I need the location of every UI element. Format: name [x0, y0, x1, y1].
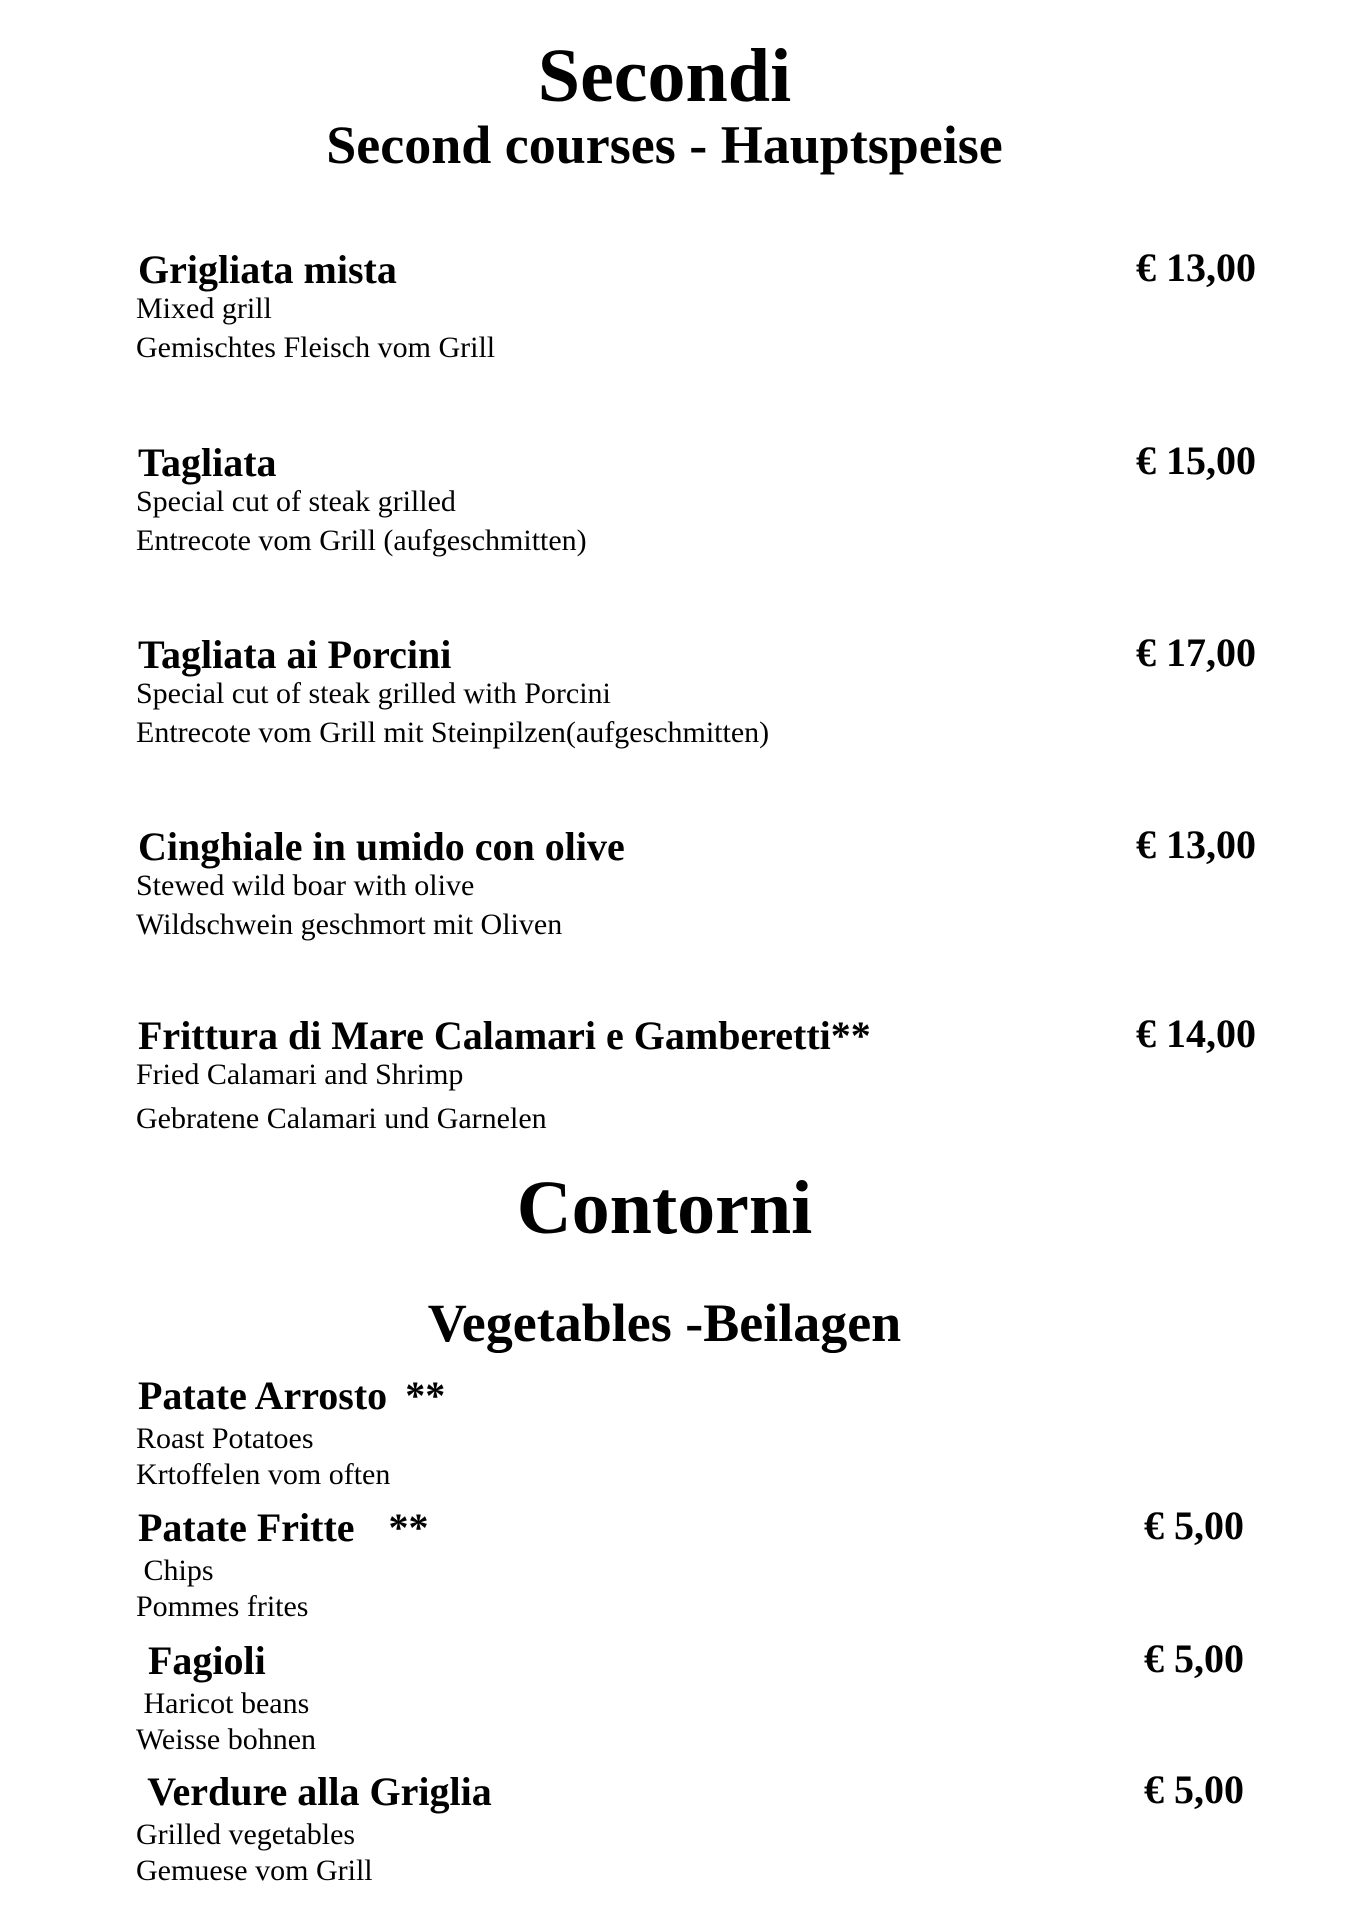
menu-item-desc-en: Roast Potatoes — [136, 1422, 314, 1455]
menu-item-desc-de: Pommes frites — [136, 1590, 309, 1623]
menu-item-desc-de: Gemuese vom Grill — [136, 1854, 373, 1887]
menu-item-desc-de: Entrecote vom Grill (aufgeschmitten) — [136, 524, 587, 557]
menu-item-desc-en: Chips — [136, 1554, 214, 1587]
menu-item-price: € 5,00 — [1144, 1503, 1244, 1548]
menu-item-stars: ** — [388, 1505, 429, 1550]
menu-item-desc-en: Haricot beans — [136, 1687, 310, 1720]
menu-item-name-text: Patate Fritte — [138, 1505, 355, 1550]
menu-item-name: Tagliata — [138, 440, 277, 485]
menu-item-desc-de: Gemischtes Fleisch vom Grill — [136, 331, 496, 364]
menu-item-name: Fagioli — [138, 1638, 266, 1683]
section-subtitle-contorni: Vegetables -Beilagen — [427, 1293, 902, 1353]
menu-item-desc-en: Fried Calamari and Shrimp — [136, 1058, 464, 1091]
section-title-secondi: Secondi — [537, 34, 792, 118]
menu-item-price: € 13,00 — [1136, 822, 1256, 867]
menu-item-desc-en: Special cut of steak grilled with Porcini — [136, 677, 611, 710]
menu-item-price: € 13,00 — [1136, 245, 1256, 290]
menu-item-desc-en: Special cut of steak grilled — [136, 485, 456, 518]
menu-item-desc-de: Wildschwein geschmort mit Oliven — [136, 908, 563, 941]
menu-item-price: € 15,00 — [1136, 438, 1256, 483]
menu-item-name: Frittura di Mare Calamari e Gamberetti** — [138, 1013, 871, 1058]
section-subtitle-secondi: Second courses - Hauptspeise — [326, 115, 1003, 175]
menu-item-name: Cinghiale in umido con olive — [138, 824, 625, 869]
menu-item-name: Grigliata mista — [138, 247, 397, 292]
menu-item-desc-en: Stewed wild boar with olive — [136, 869, 475, 902]
menu-item-desc-en: Mixed grill — [136, 292, 272, 325]
menu-item-desc-de: Gebratene Calamari und Garnelen — [136, 1102, 547, 1135]
menu-item-stars: ** — [405, 1373, 446, 1418]
menu-item-desc-en: Grilled vegetables — [136, 1818, 356, 1851]
menu-item-price: € 17,00 — [1136, 630, 1256, 675]
menu-item-name: Verdure alla Griglia — [138, 1769, 492, 1814]
menu-item-desc-de: Krtoffelen vom often — [136, 1458, 391, 1491]
menu-item-name — [138, 1373, 446, 1418]
section-title-contorni: Contorni — [516, 1166, 813, 1250]
menu-item-price: € 5,00 — [1144, 1636, 1244, 1681]
menu-item-name-text: Patate Arrosto — [138, 1373, 388, 1418]
menu-item-name: Tagliata ai Porcini — [138, 632, 452, 677]
menu-item-name — [138, 1505, 429, 1550]
menu-item-desc-de: Weisse bohnen — [136, 1723, 317, 1756]
menu-item-desc-de: Entrecote vom Grill mit Steinpilzen(aufgeschmitten) — [136, 716, 770, 749]
menu-item-price: € 14,00 — [1136, 1011, 1256, 1056]
menu-item-price: € 5,00 — [1144, 1767, 1244, 1812]
